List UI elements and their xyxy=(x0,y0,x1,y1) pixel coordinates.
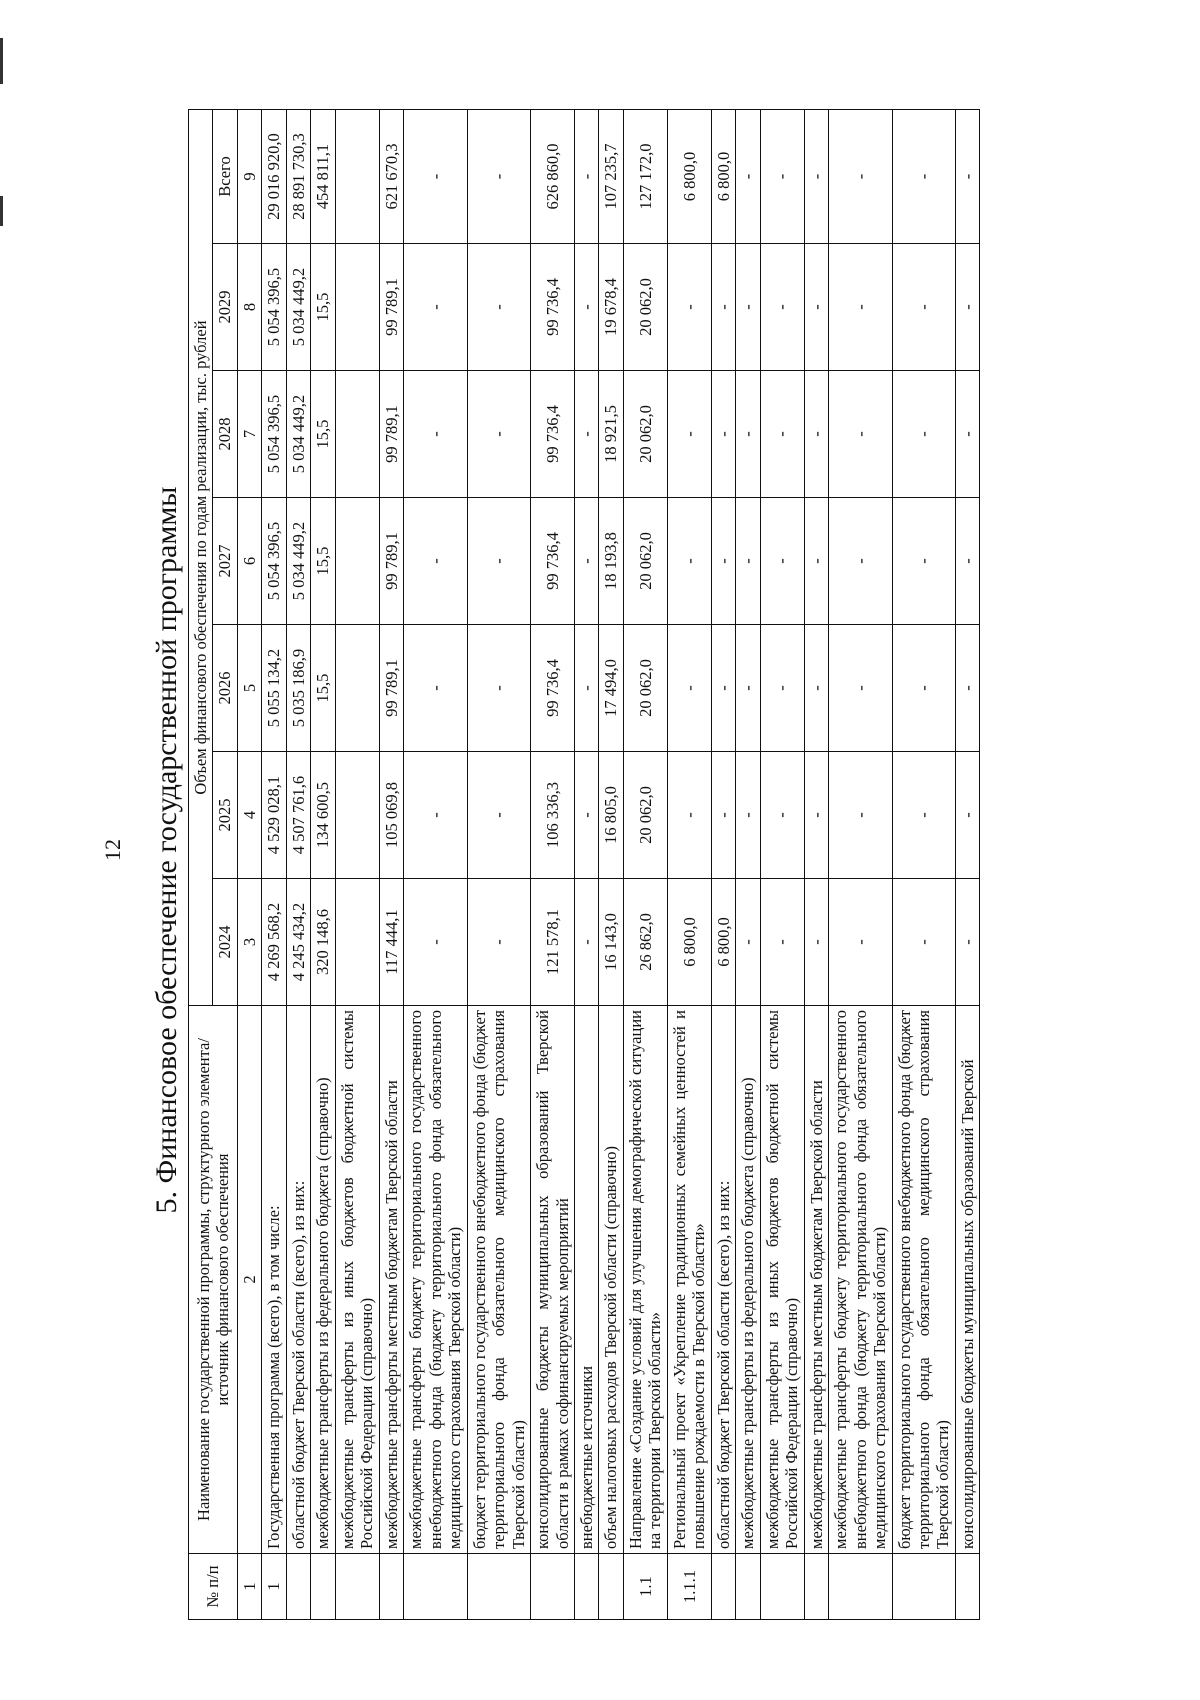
header-year: 2025 xyxy=(213,752,237,879)
value-cell: - xyxy=(804,371,828,498)
value-cell: 19 678,4 xyxy=(599,244,623,371)
value-cell: 5 054 396,5 xyxy=(262,498,286,625)
value-cell: 20 062,0 xyxy=(623,498,667,625)
value-cell: 99 789,1 xyxy=(379,244,403,371)
row-code xyxy=(736,1554,760,1620)
value-cell: 20 062,0 xyxy=(623,752,667,879)
row-code xyxy=(379,1554,403,1620)
value-cell: - xyxy=(711,371,735,498)
row-name: Направление «Создание условий для улучшения демографической ситуации на территории Тверской области» xyxy=(623,1006,667,1554)
value-cell: 18 921,5 xyxy=(599,371,623,498)
value-cell: 15,5 xyxy=(311,244,335,371)
value-cell: 99 736,4 xyxy=(531,498,575,625)
header-year: Всего xyxy=(213,110,237,244)
table-row xyxy=(286,110,310,1620)
value-cell: - xyxy=(829,625,892,752)
value-cell: 4 245 434,2 xyxy=(286,879,310,1006)
row-code xyxy=(892,1554,955,1620)
row-code xyxy=(574,1554,598,1620)
value-cell: 16 805,0 xyxy=(599,752,623,879)
row-code xyxy=(311,1554,335,1620)
value-cell: 15,5 xyxy=(311,625,335,752)
row-code xyxy=(760,1554,804,1620)
row-name: бюджет территориального государственного внебюджетного фонда (бюджет территориального фонда обязательного медицинского страхования Тверской области) xyxy=(892,1006,955,1554)
row-name: внебюджетные источники xyxy=(574,1006,598,1554)
value-cell: 117 444,1 xyxy=(379,879,403,1006)
value-cell: - xyxy=(711,498,735,625)
value-cell: 454 811,1 xyxy=(311,110,335,244)
value-cell: - xyxy=(467,110,530,244)
row-name: областной бюджет Тверской области (всего), из них: xyxy=(711,1006,735,1554)
header-year: 2026 xyxy=(213,625,237,752)
value-cell: - xyxy=(955,752,979,879)
column-index: 9 xyxy=(237,110,261,244)
header-name: Наименование государственной программы, структурного элемента/источник финансового обеспечения xyxy=(189,1006,238,1554)
value-cell: 107 235,7 xyxy=(599,110,623,244)
value-cell: - xyxy=(404,752,467,879)
value-cell: - xyxy=(404,625,467,752)
value-cell: - xyxy=(829,110,892,244)
value-cell: - xyxy=(760,244,804,371)
table-row xyxy=(804,110,828,1620)
page-number: 12 xyxy=(100,839,125,861)
value-cell: - xyxy=(667,371,711,498)
value-cell: - xyxy=(467,371,530,498)
row-name: межбюджетные трансферты бюджету территориального государственного внебюджетного фонда (бюджету территориального фонда обязательного медицинского страхования Тверской области) xyxy=(404,1006,467,1554)
value-cell: 20 062,0 xyxy=(623,371,667,498)
value-cell: 127 172,0 xyxy=(623,110,667,244)
value-cell: 20 062,0 xyxy=(623,625,667,752)
value-cell: - xyxy=(955,879,979,1006)
value-cell: - xyxy=(467,752,530,879)
value-cell xyxy=(335,879,379,1006)
table-body xyxy=(262,110,980,1620)
value-cell: - xyxy=(667,625,711,752)
value-cell: - xyxy=(711,625,735,752)
value-cell: - xyxy=(804,879,828,1006)
row-code xyxy=(467,1554,530,1620)
row-name: межбюджетные трансферты из иных бюджетов бюджетной системы Российской Федерации (справочно) xyxy=(760,1006,804,1554)
value-cell: 320 148,6 xyxy=(311,879,335,1006)
value-cell: - xyxy=(760,110,804,244)
value-cell: 621 670,3 xyxy=(379,110,403,244)
value-cell: - xyxy=(804,625,828,752)
value-cell: - xyxy=(667,752,711,879)
value-cell: 26 862,0 xyxy=(623,879,667,1006)
value-cell: - xyxy=(804,498,828,625)
row-code xyxy=(335,1554,379,1620)
value-cell: - xyxy=(467,879,530,1006)
value-cell: 4 507 761,6 xyxy=(286,752,310,879)
value-cell: 5 034 449,2 xyxy=(286,244,310,371)
value-cell: - xyxy=(892,625,955,752)
table-row xyxy=(467,110,530,1620)
table-row xyxy=(892,110,955,1620)
column-index: 6 xyxy=(237,498,261,625)
value-cell: 6 800,0 xyxy=(667,879,711,1006)
table-row xyxy=(760,110,804,1620)
value-cell: 6 800,0 xyxy=(667,110,711,244)
column-index: 5 xyxy=(237,625,261,752)
row-code xyxy=(829,1554,892,1620)
value-cell: - xyxy=(574,625,598,752)
value-cell: - xyxy=(760,879,804,1006)
value-cell: 99 789,1 xyxy=(379,625,403,752)
value-cell: 5 054 396,5 xyxy=(262,244,286,371)
value-cell: 18 193,8 xyxy=(599,498,623,625)
value-cell: 6 800,0 xyxy=(711,879,735,1006)
column-index: 3 xyxy=(237,879,261,1006)
value-cell xyxy=(335,110,379,244)
value-cell: 99 789,1 xyxy=(379,498,403,625)
row-name: межбюджетные трансферты из федерального бюджета (справочно) xyxy=(311,1006,335,1554)
header-year: 2027 xyxy=(213,498,237,625)
column-index: 2 xyxy=(237,1006,261,1554)
value-cell: - xyxy=(404,244,467,371)
row-name: межбюджетные трансферты из иных бюджетов бюджетной системы Российской Федерации (справочно) xyxy=(335,1006,379,1554)
row-name: межбюджетные трансферты бюджету территориального государственного внебюджетного фонда (бюджету территориального фонда обязательного медицинского страхования Тверской области) xyxy=(829,1006,892,1554)
row-code xyxy=(955,1554,979,1620)
row-code xyxy=(531,1554,575,1620)
value-cell: - xyxy=(667,244,711,371)
value-cell: - xyxy=(804,110,828,244)
row-name: Региональный проект «Укрепление традиционных семейных ценностей и повышение рождаемости в Тверской области» xyxy=(667,1006,711,1554)
value-cell: - xyxy=(760,625,804,752)
row-name: бюджет территориального государственного внебюджетного фонда (бюджет территориального фонда обязательного медицинского страхования Тверской области) xyxy=(467,1006,530,1554)
value-cell: - xyxy=(955,110,979,244)
value-cell: 29 016 920,0 xyxy=(262,110,286,244)
table-row xyxy=(311,110,335,1620)
value-cell: 105 069,8 xyxy=(379,752,403,879)
row-code xyxy=(404,1554,467,1620)
value-cell: - xyxy=(736,879,760,1006)
value-cell: 4 269 568,2 xyxy=(262,879,286,1006)
value-cell: 4 529 028,1 xyxy=(262,752,286,879)
table-row xyxy=(531,110,575,1620)
row-code: 1 xyxy=(262,1554,286,1620)
value-cell: - xyxy=(955,625,979,752)
table-row xyxy=(955,110,979,1620)
value-cell: - xyxy=(711,752,735,879)
row-code xyxy=(599,1554,623,1620)
value-cell: - xyxy=(892,110,955,244)
value-cell: 5 035 186,9 xyxy=(286,625,310,752)
table-row xyxy=(262,110,286,1620)
value-cell: - xyxy=(829,752,892,879)
value-cell: - xyxy=(404,498,467,625)
table-row xyxy=(599,110,623,1620)
value-cell: 626 860,0 xyxy=(531,110,575,244)
row-code xyxy=(286,1554,310,1620)
value-cell: 99 789,1 xyxy=(379,371,403,498)
value-cell: 28 891 730,3 xyxy=(286,110,310,244)
value-cell: 99 736,4 xyxy=(531,625,575,752)
header-year: 2029 xyxy=(213,244,237,371)
header-number: № п/п xyxy=(189,1554,238,1620)
table-row xyxy=(829,110,892,1620)
value-cell: 99 736,4 xyxy=(531,371,575,498)
value-cell: - xyxy=(404,110,467,244)
value-cell xyxy=(335,498,379,625)
value-cell: - xyxy=(892,752,955,879)
value-cell: - xyxy=(760,498,804,625)
value-cell: - xyxy=(760,371,804,498)
value-cell: 134 600,5 xyxy=(311,752,335,879)
row-name: областной бюджет Тверской области (всего), из них: xyxy=(286,1006,310,1554)
value-cell: - xyxy=(711,244,735,371)
value-cell: - xyxy=(736,371,760,498)
value-cell: - xyxy=(574,371,598,498)
value-cell: 5 055 134,2 xyxy=(262,625,286,752)
value-cell: - xyxy=(892,498,955,625)
row-name: межбюджетные трансферты из федерального бюджета (справочно) xyxy=(736,1006,760,1554)
value-cell: 16 143,0 xyxy=(599,879,623,1006)
row-name: межбюджетные трансферты местным бюджетам Тверской области xyxy=(804,1006,828,1554)
value-cell: 6 800,0 xyxy=(711,110,735,244)
value-cell: 15,5 xyxy=(311,498,335,625)
value-cell: - xyxy=(467,625,530,752)
value-cell: - xyxy=(829,498,892,625)
value-cell: - xyxy=(829,371,892,498)
value-cell: - xyxy=(667,498,711,625)
row-name: Государственная программа (всего), в том числе: xyxy=(262,1006,286,1554)
value-cell: - xyxy=(736,498,760,625)
table-row xyxy=(404,110,467,1620)
value-cell: - xyxy=(404,879,467,1006)
header-year: 2024 xyxy=(213,879,237,1006)
header-index-row xyxy=(237,110,261,1620)
value-cell: 5 034 449,2 xyxy=(286,498,310,625)
value-cell: 121 578,1 xyxy=(531,879,575,1006)
table-row xyxy=(667,110,711,1620)
value-cell: - xyxy=(955,371,979,498)
table-row xyxy=(335,110,379,1620)
value-cell: - xyxy=(829,244,892,371)
value-cell: - xyxy=(736,625,760,752)
financing-table xyxy=(188,109,980,1620)
table-row xyxy=(574,110,598,1620)
value-cell: - xyxy=(736,110,760,244)
value-cell: 5 054 396,5 xyxy=(262,371,286,498)
value-cell: - xyxy=(829,879,892,1006)
value-cell: 106 336,3 xyxy=(531,752,575,879)
value-cell: - xyxy=(804,244,828,371)
value-cell: - xyxy=(892,244,955,371)
row-name: консолидированные бюджеты муниципальных образований Тверской xyxy=(955,1006,979,1554)
row-name: объем налоговых расходов Тверской области (справочно) xyxy=(599,1006,623,1554)
row-code xyxy=(804,1554,828,1620)
value-cell: - xyxy=(574,752,598,879)
value-cell: 5 034 449,2 xyxy=(286,371,310,498)
row-code xyxy=(711,1554,735,1620)
value-cell: - xyxy=(467,498,530,625)
value-cell xyxy=(335,244,379,371)
row-name: консолидированные бюджеты муниципальных образований Тверской области в рамках софинансируемых мероприятий xyxy=(531,1006,575,1554)
column-index: 4 xyxy=(237,752,261,879)
table-row xyxy=(623,110,667,1620)
value-cell: - xyxy=(404,371,467,498)
row-code: 1.1.1 xyxy=(667,1554,711,1620)
scan-edge-mark xyxy=(0,38,3,84)
column-index: 1 xyxy=(237,1554,261,1620)
value-cell: 20 062,0 xyxy=(623,244,667,371)
column-index: 8 xyxy=(237,244,261,371)
value-cell: 99 736,4 xyxy=(531,244,575,371)
value-cell: - xyxy=(467,244,530,371)
header-year: 2028 xyxy=(213,371,237,498)
value-cell xyxy=(335,752,379,879)
column-index: 7 xyxy=(237,371,261,498)
value-cell: - xyxy=(760,752,804,879)
value-cell: - xyxy=(892,879,955,1006)
value-cell: - xyxy=(574,879,598,1006)
value-cell: - xyxy=(955,244,979,371)
value-cell: - xyxy=(574,110,598,244)
table-row xyxy=(379,110,403,1620)
value-cell: - xyxy=(892,371,955,498)
header-volume: Объем финансового обеспечения по годам реализации, тыс. рублей xyxy=(189,110,213,1006)
row-name: межбюджетные трансферты местным бюджетам Тверской области xyxy=(379,1006,403,1554)
page-title: 5. Финансовое обеспечение государственной программы xyxy=(150,486,183,1214)
table-row xyxy=(711,110,735,1620)
value-cell xyxy=(335,371,379,498)
value-cell: 17 494,0 xyxy=(599,625,623,752)
table-row xyxy=(736,110,760,1620)
row-code: 1.1 xyxy=(623,1554,667,1620)
value-cell xyxy=(335,625,379,752)
scan-edge-mark xyxy=(0,196,3,226)
value-cell: - xyxy=(574,498,598,625)
value-cell: 15,5 xyxy=(311,371,335,498)
value-cell: - xyxy=(804,752,828,879)
value-cell: - xyxy=(736,244,760,371)
value-cell: - xyxy=(955,498,979,625)
value-cell: - xyxy=(736,752,760,879)
value-cell: - xyxy=(574,244,598,371)
